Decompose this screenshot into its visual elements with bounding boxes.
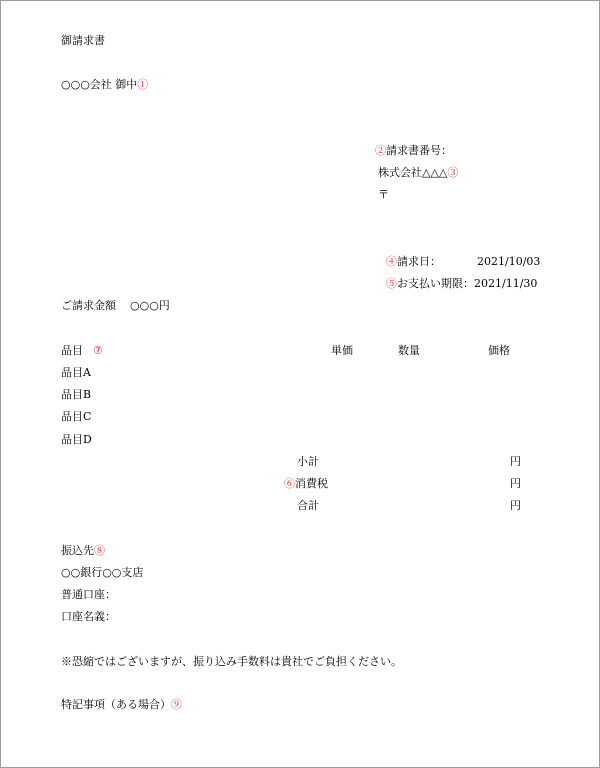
special-notes-label: 特記事項（ある場合） <box>61 698 171 711</box>
bank-name: ○○銀行○○支店 <box>61 566 144 579</box>
bank-heading: 振込先 <box>61 544 94 557</box>
issuer-company-marker: ③ <box>447 166 459 179</box>
issuer-company-name: 株式会社△△△ <box>378 166 448 179</box>
amount-label: ご請求金額 <box>61 299 116 312</box>
recipient-marker: ① <box>137 78 149 91</box>
items-header-item-marker: ⑦ <box>93 344 103 357</box>
item-row-a: 品目A <box>61 366 91 379</box>
recipient-line <box>61 78 148 92</box>
special-notes-marker: ⑨ <box>171 698 182 711</box>
bank-account-holder: 口座名義： <box>61 610 116 623</box>
invoice-number-label: 請求書番号： <box>386 144 452 157</box>
tax-label: 消費税 <box>295 477 328 490</box>
due-date-value: 2021/11/30 <box>474 277 538 290</box>
invoice-title: 御請求書 <box>61 34 105 47</box>
amount-value: ○○○円 <box>130 299 170 312</box>
fee-note: ※恐縮ではございますが、振り込み手数料は貴社でご負担ください。 <box>61 655 402 668</box>
items-header-quantity: 数量 <box>398 344 420 357</box>
due-date-marker: ⑤ <box>386 277 397 290</box>
special-notes-line <box>61 698 182 712</box>
tax-line <box>284 477 328 491</box>
tax-marker: ⑥ <box>284 477 295 490</box>
total-label: 合計 <box>297 499 319 512</box>
amount-line <box>61 299 170 313</box>
invoice-date-value: 2021/10/03 <box>477 255 541 268</box>
items-header-price: 価格 <box>488 344 510 357</box>
items-header-item-label: 品目 <box>61 344 83 357</box>
total-unit: 円 <box>510 499 521 512</box>
item-row-b: 品目B <box>61 388 92 401</box>
invoice-date-line <box>386 255 441 269</box>
bank-heading-marker: ⑧ <box>94 544 105 557</box>
invoice-number-marker: ② <box>375 144 386 157</box>
invoice-date-marker: ④ <box>386 255 397 268</box>
bank-account-type: 普通口座： <box>61 588 116 601</box>
subtotal-unit: 円 <box>510 455 521 468</box>
items-header-unit-price: 単価 <box>331 344 353 357</box>
issuer-company-line <box>378 166 458 180</box>
subtotal-label: 小計 <box>297 455 319 468</box>
item-row-c: 品目C <box>61 410 92 423</box>
items-header-item <box>61 344 103 358</box>
due-date-label: お支払い期限： <box>397 277 474 290</box>
recipient-name: ○○○会社 御中 <box>61 78 138 91</box>
item-row-d: 品目D <box>61 433 92 446</box>
tax-unit: 円 <box>510 477 521 490</box>
invoice-date-label: 請求日： <box>397 255 441 268</box>
bank-heading-line <box>61 544 105 558</box>
postal-mark: 〒 <box>378 188 389 201</box>
due-date-line <box>386 277 474 291</box>
invoice-number-line <box>375 144 452 158</box>
